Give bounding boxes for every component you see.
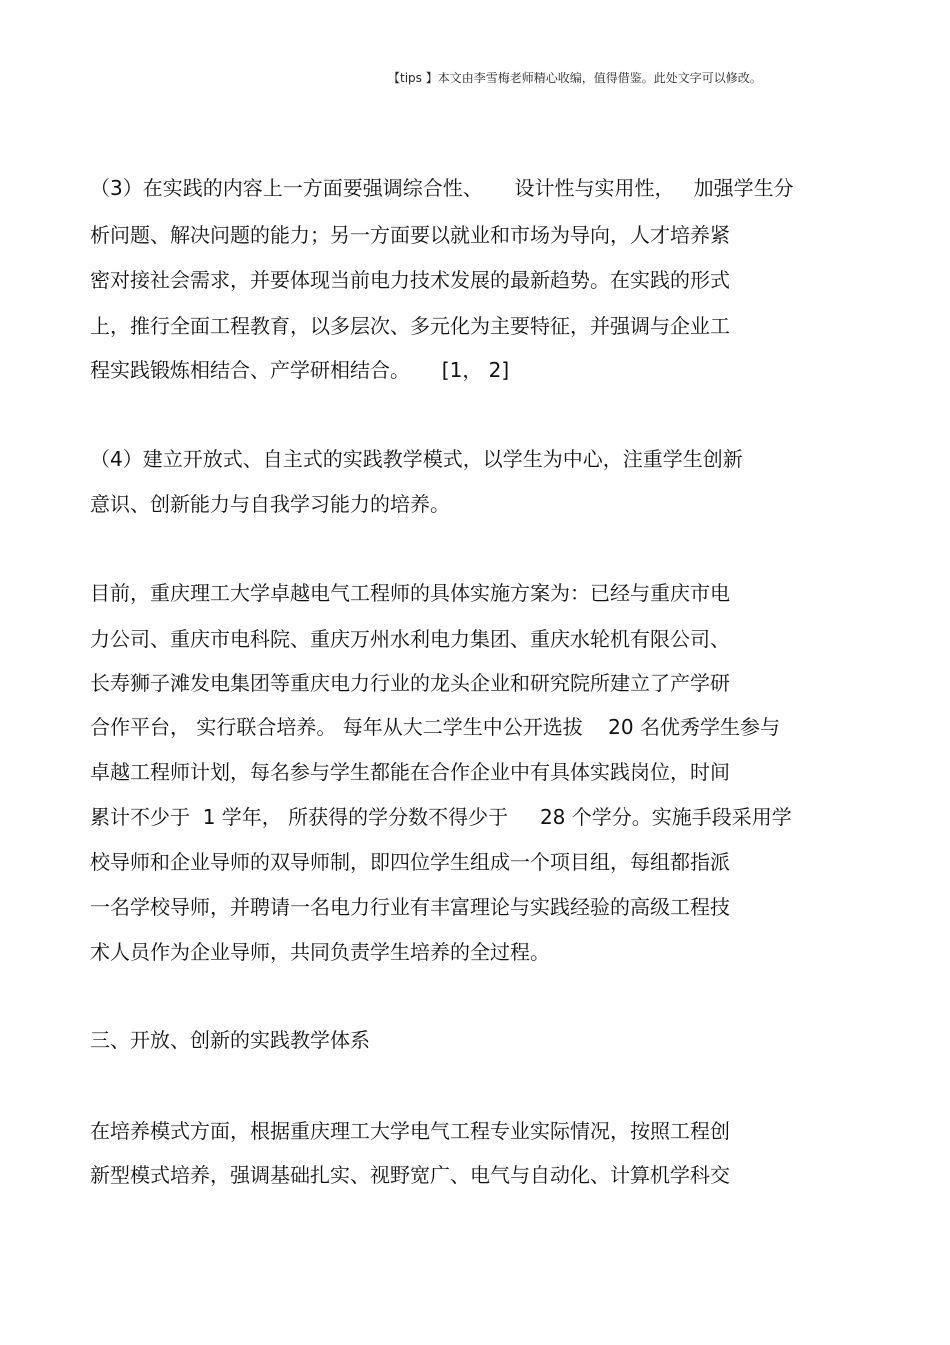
paragraph-4-line-2: 新型模式培养，强调基础扎实、视野宽广、电气与自动化、计算机学科交 — [90, 1163, 730, 1187]
paragraph-3-line-1: 目前，重庆理工大学卓越电气工程师的具体实施方案为：已经与重庆市电 — [90, 581, 730, 605]
paragraph-3-line-9: 术人员作为企业导师，共同负责学生培养的全过程。 — [90, 940, 550, 964]
paragraph-2-line-1: （4）建立开放式、自主式的实践教学模式，以学生为中心，注重学生创新 — [90, 447, 743, 471]
paragraph-3-line-3: 长寿狮子滩发电集团等重庆电力行业的龙头企业和研究院所建立了产学研 — [90, 671, 730, 695]
section-heading: 三、开放、创新的实践教学体系 — [90, 1028, 370, 1052]
paragraph-3-line-8: 一名学校导师，并聘请一名电力行业有丰富理论与实践经验的高级工程技 — [90, 895, 730, 919]
paragraph-2-line-2: 意识、创新能力与自我学习能力的培养。 — [90, 492, 450, 516]
paragraph-3-line-6: 累计不少于 1 学年， 所获得的学分数不得少于 28 个学分。实施手段采用学 — [90, 805, 792, 829]
paragraph-3-line-2: 力公司、重庆市电科院、重庆万州水利电力集团、重庆水轮机有限公司、 — [90, 627, 730, 651]
tips-header: 【tips 】本文由李雪梅老师精心收编，值得借鉴。此处文字可以修改。 — [388, 71, 762, 85]
paragraph-4-line-1: 在培养模式方面，根据重庆理工大学电气工程专业实际情况，按照工程创 — [90, 1119, 730, 1143]
paragraph-1-line-3: 密对接社会需求，并要体现当前电力技术发展的最新趋势。在实践的形式 — [90, 268, 730, 292]
paragraph-3-line-7: 校导师和企业导师的双导师制，即四位学生组成一个项目组，每组都指派 — [90, 850, 730, 874]
paragraph-1-line-1: （3）在实践的内容上一方面要强调综合性、 设计性与实用性， 加强学生分 — [90, 176, 794, 200]
paragraph-1-line-4: 上，推行全面工程教育，以多层次、多元化为主要特征，并强调与企业工 — [90, 314, 730, 338]
paragraph-3-line-5: 卓越工程师计划，每名参与学生都能在合作企业中有具体实践岗位，时间 — [90, 760, 730, 784]
paragraph-3-line-4: 合作平台， 实行联合培养。 每年从大二学生中公开选拔 20 名优秀学生参与 — [90, 715, 780, 739]
paragraph-1-line-2: 析问题、解决问题的能力；另一方面要以就业和市场为导向，人才培养紧 — [90, 223, 730, 247]
paragraph-1-line-5: 程实践锻炼相结合、产学研相结合。 [1， 2] — [90, 358, 510, 382]
